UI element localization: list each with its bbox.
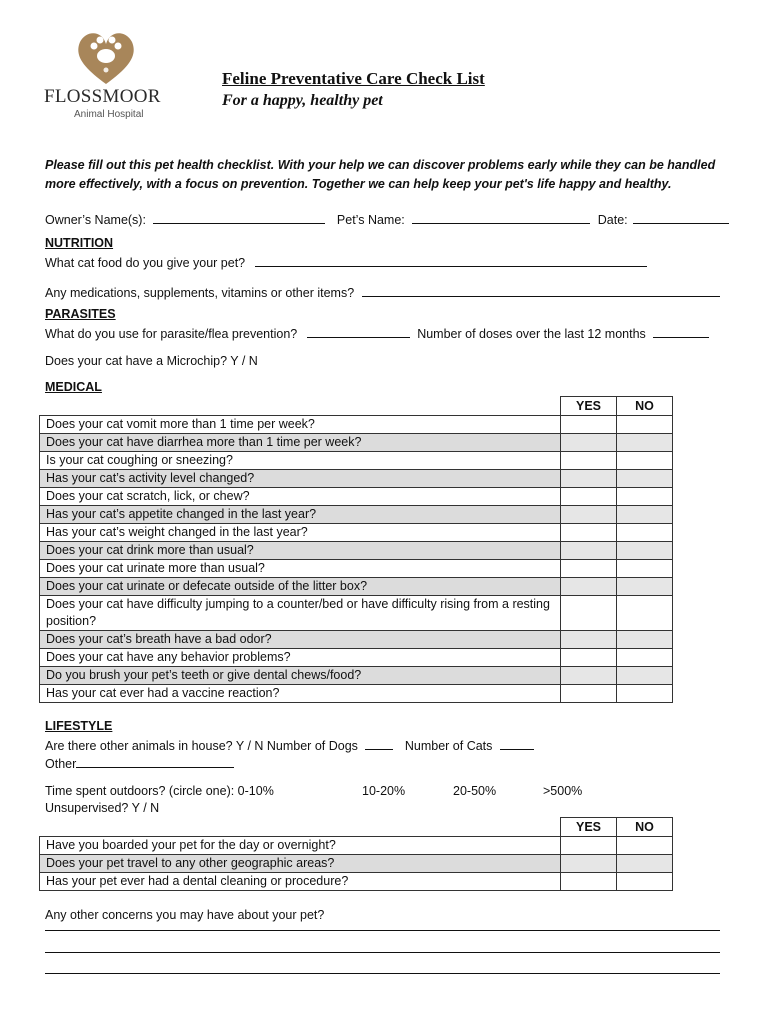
page-title: Feline Preventative Care Check List [222,69,485,88]
doses-label: Number of doses over the last 12 months [417,327,646,341]
yes-checkbox[interactable] [561,416,617,434]
table-row [40,452,673,470]
no-checkbox[interactable] [617,524,673,542]
yes-checkbox[interactable] [561,560,617,578]
medical-heading: MEDICAL [45,380,102,394]
yes-checkbox[interactable] [561,524,617,542]
no-checkbox[interactable] [617,855,673,873]
nutrition-heading: NUTRITION [45,236,114,250]
table-row [40,506,673,524]
brand-subtitle: Animal Hospital [74,109,144,120]
date-label: Date: [597,213,628,227]
pet-name-field[interactable] [412,211,590,224]
no-checkbox[interactable] [617,837,673,855]
yes-checkbox[interactable] [561,506,617,524]
other-field[interactable] [76,755,234,768]
other-animals-label: Are there other animals in house? Y / N Number of Dogs [45,739,358,753]
question-text: Does your cat have any behavior problems? [40,649,561,667]
page-subtitle: For a happy, healthy pet [222,92,383,109]
yes-column-header: YES [561,818,617,837]
table-row [40,560,673,578]
table-row [40,837,673,855]
yes-checkbox[interactable] [561,488,617,506]
owner-name-field[interactable] [153,211,325,224]
medications-label: Any medications, supplements, vitamins or other items? [45,286,355,300]
other-row [45,755,234,771]
concerns-line-2[interactable] [45,952,720,953]
no-checkbox[interactable] [617,542,673,560]
question-text: Does your cat vomit more than 1 time per week? [40,416,561,434]
unsupervised-question: Unsupervised? Y / N [45,801,160,815]
no-checkbox[interactable] [617,560,673,578]
medical-header-row [40,397,673,416]
doses-field[interactable] [653,325,709,338]
yes-checkbox[interactable] [561,452,617,470]
parasite-prevention-field[interactable] [307,325,410,338]
no-checkbox[interactable] [617,596,673,631]
no-checkbox[interactable] [617,434,673,452]
question-text: Does your cat have diarrhea more than 1 time per week? [40,434,561,452]
lifestyle-heading: LIFESTYLE [45,719,113,733]
owner-line [45,211,729,227]
no-checkbox[interactable] [617,873,673,891]
question-text: Is your cat coughing or sneezing? [40,452,561,470]
yes-checkbox[interactable] [561,631,617,649]
table-row [40,470,673,488]
question-text: Does your pet travel to any other geographic areas? [40,855,561,873]
time-outdoors-label: Time spent outdoors? (circle one): 0-10% [45,784,274,798]
no-checkbox[interactable] [617,452,673,470]
no-checkbox[interactable] [617,578,673,596]
no-column-header: NO [617,818,673,837]
table-row [40,873,673,891]
medications-field[interactable] [362,284,720,297]
medical-checklist-table [39,396,673,703]
option-10-20[interactable]: 10-20% [362,784,406,798]
intro-text: Please fill out this pet health checklist. With your help we can discover problems early while they can be handled more effectively, with a focus on prevention. Together we can help keep your pet's life happy and healthy. [45,158,716,191]
cats-count-label: Number of Cats [404,739,493,753]
question-text: Does your cat’s breath have a bad odor? [40,631,561,649]
table-row [40,631,673,649]
no-checkbox[interactable] [617,667,673,685]
concerns-line-1[interactable] [45,930,720,931]
medications-row [45,284,720,300]
other-label: Other [45,757,77,771]
dogs-count-field[interactable] [365,737,393,750]
yes-checkbox[interactable] [561,470,617,488]
question-text: Do you brush your pet’s teeth or give dental chews/food? [40,667,561,685]
cats-count-field[interactable] [500,737,534,750]
table-row [40,524,673,542]
concerns-question: Any other concerns you may have about your pet? [45,908,325,922]
parasite-prevention-label: What do you use for parasite/flea prevention? [45,327,298,341]
microchip-question: Does your cat have a Microchip? Y / N [45,354,258,368]
parasites-heading: PARASITES [45,307,116,321]
table-row [40,855,673,873]
question-text: Does your cat scratch, lick, or chew? [40,488,561,506]
table-row [40,488,673,506]
parasite-row [45,325,709,341]
table-row [40,596,673,631]
question-text: Does your cat urinate more than usual? [40,560,561,578]
owner-name-label: Owner’s Name(s): [45,213,146,227]
yes-checkbox[interactable] [561,649,617,667]
question-text: Has your cat’s weight changed in the last year? [40,524,561,542]
other-animals-row [45,737,534,753]
table-row [40,416,673,434]
cat-food-label: What cat food do you give your pet? [45,256,246,270]
table-row [40,542,673,560]
date-field[interactable] [633,211,729,224]
no-checkbox[interactable] [617,506,673,524]
yes-column-header: YES [561,397,617,416]
question-text: Has your pet ever had a dental cleaning or procedure? [40,873,561,891]
question-text: Has your cat ever had a vaccine reaction? [40,685,561,703]
option-20-50[interactable]: 20-50% [453,784,497,798]
no-checkbox[interactable] [617,488,673,506]
no-checkbox[interactable] [617,685,673,703]
no-checkbox[interactable] [617,631,673,649]
cat-food-field[interactable] [255,254,647,267]
no-checkbox[interactable] [617,416,673,434]
yes-checkbox[interactable] [561,596,617,631]
yes-checkbox[interactable] [561,434,617,452]
small-paw-icon [104,68,109,73]
yes-checkbox[interactable] [561,873,617,891]
table-row [40,667,673,685]
option-500[interactable]: >500% [543,784,583,798]
question-text: Does your cat drink more than usual? [40,542,561,560]
pet-name-label: Pet’s Name: [336,213,405,227]
question-text: Has your cat’s appetite changed in the last year? [40,506,561,524]
lifestyle-checklist-table [39,817,673,891]
question-text: Have you boarded your pet for the day or overnight? [40,837,561,855]
brand-name: FLOSSMOOR [44,86,161,107]
yes-checkbox[interactable] [561,855,617,873]
cat-food-row [45,254,647,270]
lifestyle-header-row [40,818,673,837]
question-text: Does your cat have difficulty jumping to a counter/bed or have difficulty rising from a resting position? [40,596,561,631]
concerns-line-3[interactable] [45,973,720,974]
yes-checkbox[interactable] [561,685,617,703]
question-text: Does your cat urinate or defecate outside of the litter box? [40,578,561,596]
table-row [40,578,673,596]
table-row [40,685,673,703]
no-checkbox[interactable] [617,649,673,667]
yes-checkbox[interactable] [561,837,617,855]
yes-checkbox[interactable] [561,667,617,685]
yes-checkbox[interactable] [561,542,617,560]
table-row [40,434,673,452]
table-row [40,649,673,667]
no-checkbox[interactable] [617,470,673,488]
no-column-header: NO [617,397,673,416]
question-text: Has your cat’s activity level changed? [40,470,561,488]
yes-checkbox[interactable] [561,578,617,596]
